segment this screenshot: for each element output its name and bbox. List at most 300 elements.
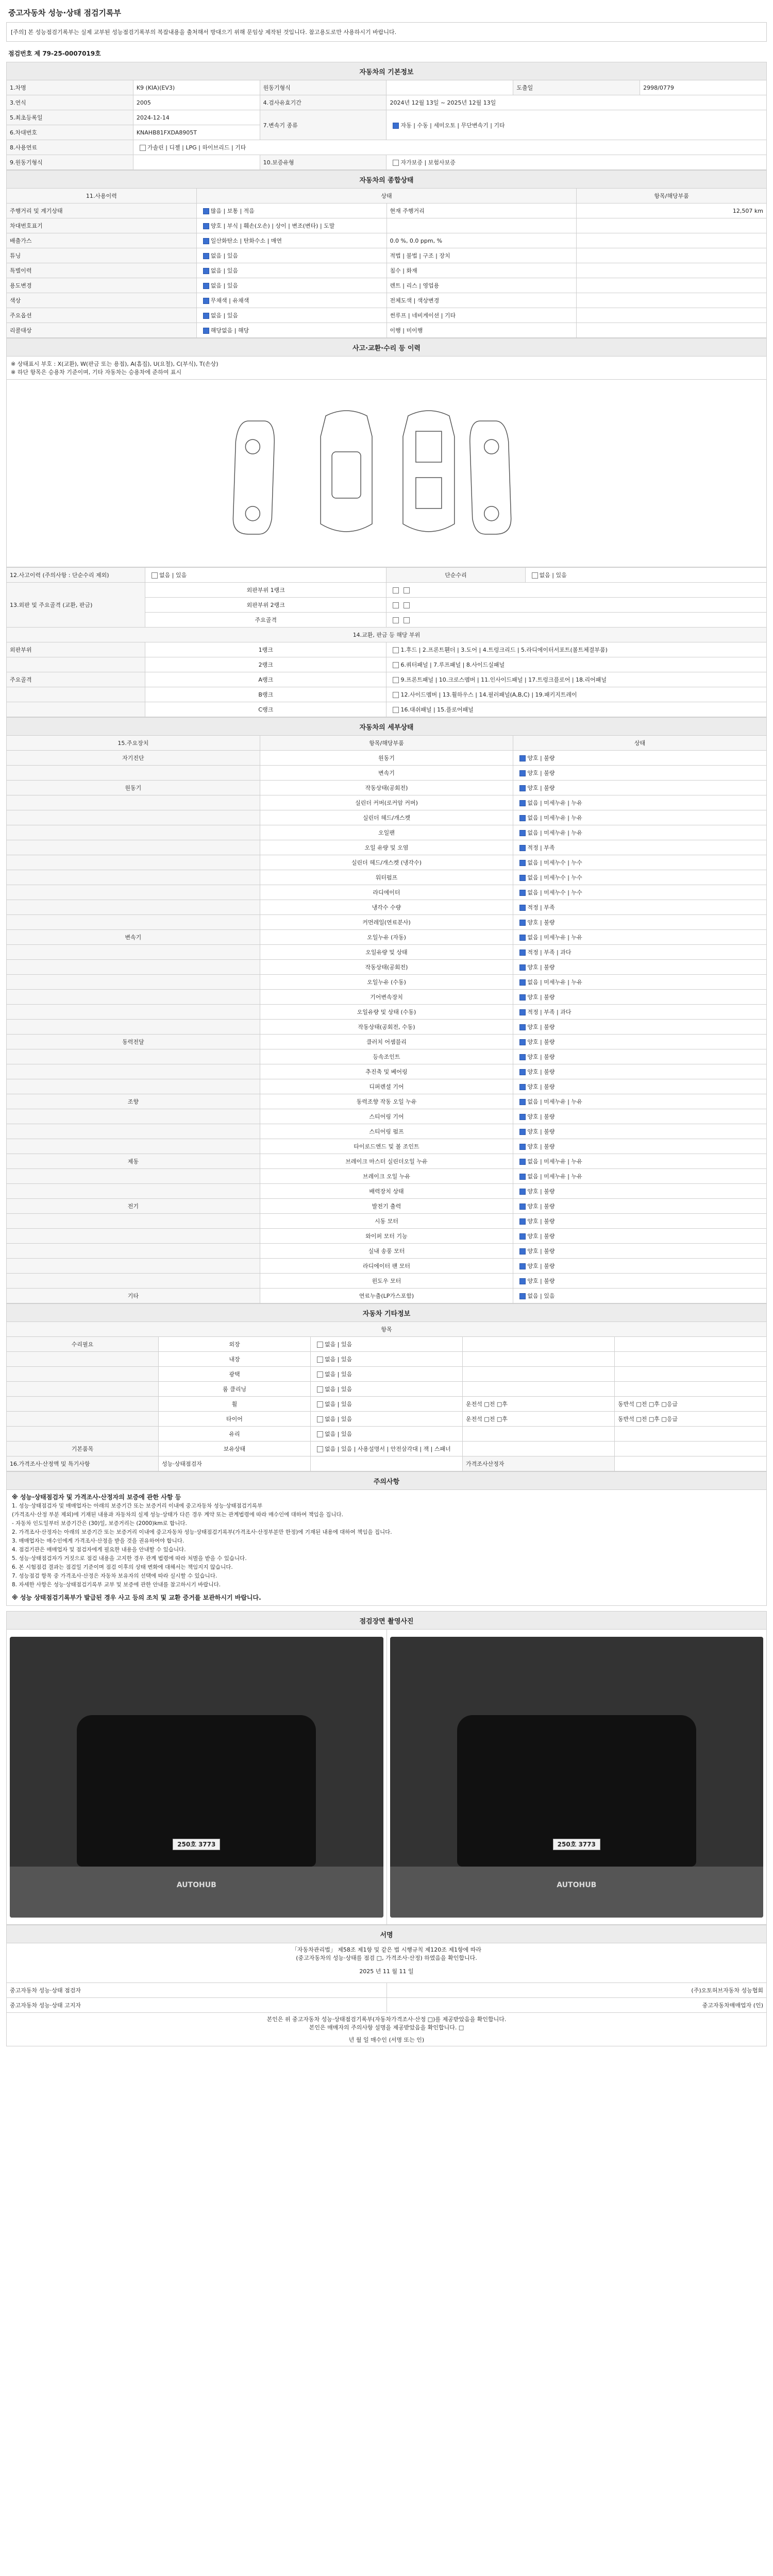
rank-options [386,613,767,628]
detail-system [7,1064,260,1079]
detail-part: 등속조인트 [260,1049,513,1064]
table-row [7,672,767,687]
detail-status [513,1094,767,1109]
section-other-title: 자동차 기타정보 [7,1304,767,1322]
other-group [7,1427,159,1442]
table-row [7,1274,767,1289]
other-options [311,1427,463,1442]
row-options [196,308,386,323]
checkbox-icon[interactable] [393,662,399,668]
detail-part: 변속기 [260,766,513,781]
table-row [7,915,767,930]
row-extra: 현재 주행거리 [386,204,577,218]
checkbox-icon[interactable] [393,707,399,713]
checkbox-icon[interactable] [519,935,526,941]
checkbox-icon[interactable] [317,1446,323,1452]
other-extra-a [463,1337,615,1352]
car-diagram [7,380,767,567]
detail-part: 냉각수 수량 [260,900,513,915]
detail-status [513,781,767,795]
detail-system [7,1214,260,1229]
caution-line: - 자동차 인도일부터 보증기간은 (30)일, 보증거리는 (2000)km로 합니다. [12,1520,187,1527]
detail-system [7,1020,260,1035]
detail-status [513,1139,767,1154]
checkbox-icon[interactable] [532,572,538,579]
checkbox-icon[interactable] [519,860,526,866]
other-options [311,1397,463,1412]
photo-front-cell [7,1630,387,1925]
detail-status [513,810,767,825]
parts-group [7,687,145,702]
table-row [7,308,767,323]
table-row [7,885,767,900]
table-row [7,1020,767,1035]
table-row [7,278,767,293]
row-extra [386,218,577,233]
checkbox-icon[interactable] [519,1248,526,1255]
price-checker-sign[interactable]: 중고자동차매매업자 (인) [386,1998,767,2013]
section-general-title: 자동차의 종합상태 [7,171,767,189]
checkbox-icon[interactable] [519,1263,526,1269]
checkbox-icon[interactable] [203,283,209,289]
checkbox-icon[interactable] [317,1357,323,1363]
checkbox-icon[interactable] [317,1416,323,1422]
caution-table [6,1471,767,1606]
status-text: 양호 | 불량 [527,964,555,971]
checkbox-icon[interactable] [519,1218,526,1225]
detail-system [7,1244,260,1259]
status-text: 없음 | 있음 [527,1293,555,1299]
detail-system [7,840,260,855]
column-header: 11.사용이력 [7,189,197,204]
detail-status [513,930,767,945]
column-header: 항목 [7,1322,767,1337]
detail-status [513,870,767,885]
detail-part: 동력조향 작동 오일 누유 [260,1094,513,1109]
table-row [7,1035,767,1049]
detail-status [513,1259,767,1274]
table-row [7,233,767,248]
checkbox-icon[interactable] [317,1386,323,1393]
table-row [7,657,767,672]
status-text: 양호 | 불량 [527,1188,555,1195]
section-detail-title: 자동차의 세부상태 [7,718,767,736]
checkbox-icon[interactable] [519,1114,526,1120]
table-row [7,1412,767,1427]
detail-system [7,1274,260,1289]
other-extra-a [463,1382,615,1397]
checkbox-icon[interactable] [393,647,399,653]
other-extra-b [615,1367,767,1382]
checkbox-icon[interactable] [203,253,209,259]
checkbox-icon[interactable] [519,979,526,986]
detail-status [513,1005,767,1020]
detail-system: 전기 [7,1199,260,1214]
row-label: 차대번호표기 [7,218,197,233]
table-row [7,1427,767,1442]
table-row [7,1442,767,1456]
options-text: 해당없음 | 해당 [210,327,249,334]
status-text: 양호 | 불량 [527,1278,555,1284]
row-extra: 이행 | 미이행 [386,323,577,338]
checkbox-icon[interactable] [519,950,526,956]
document-number: 점검번호 제 79-25-0007019호 [8,50,101,57]
checkbox-icon[interactable] [519,1233,526,1240]
detail-system: 자기진단 [7,751,260,766]
row-extra: 0.0 %, 0.0 ppm, % [386,233,577,248]
other-group [7,1412,159,1427]
detail-status [513,945,767,960]
detail-status [513,900,767,915]
caution-line: 1. 성능·상태점검자 및 매매업자는 아래의 보증기간 또는 보증거리 이내에 중고자동차 성능·상태점검기록부 [12,1503,263,1509]
row-value [577,263,767,278]
shop-logo: AUTOHUB [557,1881,597,1889]
checkbox-icon[interactable] [519,1009,526,1015]
detail-part: 워터펌프 [260,870,513,885]
status-text: 양호 | 불량 [527,1263,555,1269]
row-label: 용도변경 [7,278,197,293]
table-row [7,218,767,233]
checkbox-icon[interactable] [519,830,526,836]
exterior-label: 13.외판 및 주요골격 (교환, 판금) [7,583,145,628]
table-row [7,840,767,855]
checkbox-icon[interactable] [519,770,526,776]
parts-items [386,702,767,717]
other-extra-a [463,1367,615,1382]
checkbox-icon[interactable] [203,238,209,244]
detail-system [7,1049,260,1064]
other-extra-b: 동반석 □전 □후 □응급 [615,1397,767,1412]
status-text: 적정 | 부족 | 과다 [527,949,572,956]
checkbox-icon[interactable] [519,905,526,911]
checkbox-icon[interactable] [519,1204,526,1210]
basic-value [386,80,513,95]
detail-system [7,960,260,975]
signature-statement: 「자동차관리법」 제58조 제1항 및 같은 법 시행규칙 제120조 제1항에 따라 (중고자동차의 성능·상태를 점검 □, 가격조사·산정) 하였음을 확인합니다. 2025 년 11 월 11 일 [7,1943,767,1983]
detail-part: 오일유량 및 상태 (수동) [260,1005,513,1020]
checkbox-icon[interactable] [519,1189,526,1195]
checkbox-icon[interactable] [519,755,526,761]
section-basic-title: 자동차의 기본정보 [7,62,767,80]
status-text: 없음 | 미세누유 | 누유 [527,1098,582,1105]
detail-status [513,825,767,840]
detail-part: 발전기 출력 [260,1199,513,1214]
parts-rank: C랭크 [145,702,386,717]
table-row [7,1079,767,1094]
basic-info-table [6,62,767,170]
status-text: 양호 | 불량 [527,1113,555,1120]
row-options [196,293,386,308]
other-group [7,1382,159,1397]
checkbox-icon[interactable] [519,994,526,1001]
detail-part: 원동기 [260,751,513,766]
table-row [7,642,767,657]
parts-group: 외판부위 [7,642,145,657]
checkbox-icon[interactable] [519,920,526,926]
checkbox-icon[interactable] [519,964,526,971]
section-signature-title: 서명 [7,1925,767,1943]
status-text: 적정 | 부족 | 과다 [527,1009,572,1015]
detail-status [513,795,767,810]
detail-part: 윈도우 모터 [260,1274,513,1289]
status-text: 양호 | 불량 [527,1128,555,1135]
table-row [7,1049,767,1064]
checkbox-icon[interactable] [404,587,410,594]
checkbox-icon[interactable] [519,1144,526,1150]
detail-system [7,975,260,990]
basic-label: 1.차명 [7,80,133,95]
detail-status [513,960,767,975]
checkbox-icon[interactable] [519,1129,526,1135]
detail-system: 변속기 [7,930,260,945]
checkbox-icon[interactable] [140,145,146,151]
other-options [311,1367,463,1382]
status-text: 양호 | 불량 [527,755,555,761]
checkbox-icon[interactable] [393,160,399,166]
parts-items-text: 9.프론트패널 | 10.크로스멤버 | 11.인사이드패널 | 17.트렁크플로어 | 18.리어패널 [400,676,607,683]
checkbox-icon[interactable] [519,845,526,851]
basic-label: 6.차대번호 [7,125,133,140]
signature-table [6,1925,767,2046]
parts-items [386,657,767,672]
row-options [196,263,386,278]
photo-rear-cell [386,1630,767,1925]
caution-line: 4. 점검기관은 매매업자 및 점검자에게 필요한 내용을 안내할 수 있습니다. [12,1547,186,1553]
status-text: 없음 | 미세누유 | 누유 [527,934,582,941]
table-row [7,1244,767,1259]
detail-part: 스티어링 기어 [260,1109,513,1124]
detail-system [7,825,260,840]
detail-status [513,1020,767,1035]
basic-label: 9.원동기형식 [7,155,133,170]
detail-part: 스티어링 펌프 [260,1124,513,1139]
checkbox-icon[interactable] [317,1371,323,1378]
detail-system: 조향 [7,1094,260,1109]
options-text: 없음 | 있음 [325,1371,352,1378]
other-extra-a: 운전석 □전 □후 [463,1412,615,1427]
checkbox-icon[interactable] [519,785,526,791]
detail-part: 기어변속장치 [260,990,513,1005]
status-text: 양호 | 불량 [527,785,555,791]
table-row [7,990,767,1005]
detail-system [7,900,260,915]
other-item: 휠 [159,1397,311,1412]
row-extra: 전체도색 | 색상변경 [386,293,577,308]
basic-value: 2024년 12월 13일 ~ 2025년 12월 13일 [386,95,767,110]
status-text: 적정 | 부족 [527,904,555,911]
options-text: 없음 | 있음 [325,1386,352,1393]
options-text: 없음 | 있음 [210,282,238,289]
price-label: 16.가격조사·산정액 및 특기사항 [7,1456,159,1471]
caution-line: 2. 가격조사·산정자는 아래의 보증기간 또는 보증거리 이내에 중고자동차 성능·상태점검기록부(가격조사·산정부분만 한정)에 기재된 내용에 대하여 책임을 집니다. [12,1529,392,1535]
checkbox-icon[interactable] [203,268,209,274]
row-label: 튜닝 [7,248,197,263]
options-text: 양호 | 부식 | 훼손(오손) | 상이 | 변조(변타) | 도말 [210,223,335,229]
table-row [7,781,767,795]
checkbox-icon[interactable] [519,875,526,881]
caution-line: 8. 자세한 사항은 성능·상태점검기록부 교부 및 보증에 관한 안내를 참고하시기 바랍니다. [12,1582,221,1588]
checkbox-icon[interactable] [519,1174,526,1180]
accident-table [6,567,767,717]
parts-items [386,672,767,687]
checkbox-icon[interactable] [203,223,209,229]
options-text: 일산화탄소 | 탄화수소 | 매연 [210,238,282,244]
buyer-sign-line[interactable]: 년 월 일 매수인 (서명 또는 인) [348,2037,425,2043]
detail-status [513,915,767,930]
rank-label: 외판부위 1랭크 [145,583,386,598]
checkbox-icon[interactable] [152,572,158,579]
checkbox-icon[interactable] [317,1401,323,1408]
basic-label: 5.최초등록일 [7,110,133,125]
caution-title: ※ 성능·상태점검자 및 가격조사·산정자의 보증에 관한 사항 등 [12,1494,181,1501]
table-row [7,1094,767,1109]
column-header: 상태 [196,189,577,204]
other-options [311,1337,463,1352]
checkbox-icon[interactable] [519,815,526,821]
detail-part: 실내 송풍 모터 [260,1244,513,1259]
rank-label: 외판부위 2랭크 [145,598,386,613]
table-row [7,1139,767,1154]
checkbox-icon[interactable] [519,1054,526,1060]
detail-part: 실린더 헤드/개스켓 (냉각수) [260,855,513,870]
other-info-table [6,1303,767,1471]
detail-part: 커먼레일(연료분사) [260,915,513,930]
options-text: 없음 | 있음 [325,1401,352,1408]
checkbox-icon[interactable] [519,1293,526,1299]
table-row [7,810,767,825]
detail-status [513,1035,767,1049]
status-text: 양호 | 불량 [527,1069,555,1075]
other-extra-b [615,1382,767,1397]
other-extra-b [615,1442,767,1456]
detail-status [513,751,767,766]
signature-date: 2025 년 11 월 11 일 [359,1968,414,1975]
checkbox-icon[interactable] [317,1431,323,1437]
table-row [7,1382,767,1397]
detail-system [7,885,260,900]
detail-system: 기타 [7,1289,260,1303]
status-text: 양호 | 불량 [527,1203,555,1210]
checkbox-icon[interactable] [393,692,399,698]
parts-rank: 1랭크 [145,642,386,657]
table-row [7,1184,767,1199]
notice-box: [주의] 본 성능점검기록부는 실제 교부된 성능점검기록부의 복잡내용을 출처해서 방대으기 위해 문임상 제작된 것입니다. 참고용도로만 사용하시기 바랍니다. [6,22,767,42]
inspector-sign[interactable]: (주)오토허브자동차 성능협회 [386,1983,767,1998]
caution-line: 7. 성능점검 항목 중 가격조사·산정은 자동차 보유자의 선택에 따라 실시할 수 있습니다. [12,1573,217,1579]
detail-status [513,990,767,1005]
column-header: 항목/해당부품 [577,189,767,204]
checkbox-icon[interactable] [393,587,399,594]
table-row [7,1289,767,1303]
checkbox-icon[interactable] [519,1069,526,1075]
parts-group: 주요골격 [7,672,145,687]
table-row [7,687,767,702]
detail-status [513,975,767,990]
detail-system [7,855,260,870]
parts-items [386,642,767,657]
checkbox-icon[interactable] [404,602,410,608]
other-extra-a [463,1442,615,1456]
basic-value: KNAHB81FXDA8905T [133,125,260,140]
checkbox-icon[interactable] [203,208,209,214]
status-text: 양호 | 불량 [527,1248,555,1255]
detail-part: 오일누유 (수동) [260,975,513,990]
parts-group [7,657,145,672]
row-value [577,218,767,233]
table-row [7,795,767,810]
other-extra-b [615,1337,767,1352]
price-sub: 성능·상태점검자 [159,1456,311,1471]
detail-status [513,1079,767,1094]
detail-system [7,1079,260,1094]
detail-system: 원동기 [7,781,260,795]
row-options [196,218,386,233]
table-row [7,1169,767,1184]
parts-title: 14.교환, 판금 등 해당 부위 [7,628,767,642]
checkbox-icon[interactable] [393,677,399,683]
page-title: 중고자동차 성능·상태 점검기록부 [8,8,122,18]
other-group [7,1397,159,1412]
basic-label: 8.사용연료 [7,140,133,155]
row-options [196,323,386,338]
checkbox-icon[interactable] [393,617,399,623]
checkbox-icon[interactable] [519,800,526,806]
detail-status [513,855,767,870]
checkbox-icon[interactable] [519,1278,526,1284]
detail-system [7,1005,260,1020]
checkbox-icon[interactable] [519,1084,526,1090]
table-row [7,855,767,870]
detail-system [7,1169,260,1184]
table-row [7,930,767,945]
detail-part: 작동상태(공회전, 수동) [260,1020,513,1035]
checkbox-icon[interactable] [393,602,399,608]
detail-part: 추진축 및 베어링 [260,1064,513,1079]
detail-part: 라디에이터 팬 모터 [260,1259,513,1274]
checkbox-icon[interactable] [519,1099,526,1105]
detail-part: 실린더 헤드/개스켓 [260,810,513,825]
buyer-confirm: 본인은 위 중고자동차 성능·상태점검기록부(자동차가격조사·산정 □)를 제공받았음을 확인합니다. 본인은 매매자의 주의사항 설명을 제공받았음을 확인합니다. □ 년 월 일 매수인 (서명 또는 인) [7,2013,767,2046]
checkbox-icon[interactable] [317,1342,323,1348]
row-options [196,204,386,218]
checkbox-icon[interactable] [203,313,209,319]
checkbox-icon[interactable] [519,890,526,896]
detail-status [513,885,767,900]
row-value: 12,507 km [577,204,767,218]
detail-part: 시동 모터 [260,1214,513,1229]
detail-status [513,1154,767,1169]
checkbox-icon[interactable] [393,123,399,129]
other-options [311,1442,463,1456]
checkbox-icon[interactable] [519,1159,526,1165]
detail-part: 디퍼렌셜 기어 [260,1079,513,1094]
checkbox-icon[interactable] [203,328,209,334]
detail-part: 배력장치 상태 [260,1184,513,1199]
row-label: 배출가스 [7,233,197,248]
detail-part: 오일누유 (자동) [260,930,513,945]
column-header: 15.주요장치 [7,736,260,751]
checkbox-icon[interactable] [203,298,209,304]
detail-system [7,1109,260,1124]
column-header: 상태 [513,736,767,751]
checkbox-icon[interactable] [519,1024,526,1030]
table-row [7,323,767,338]
license-plate: 250호 3773 [173,1839,220,1850]
detail-part: 작동상태(공회전) [260,781,513,795]
other-group [7,1367,159,1382]
checkbox-icon[interactable] [404,617,410,623]
checkbox-icon[interactable] [519,1039,526,1045]
